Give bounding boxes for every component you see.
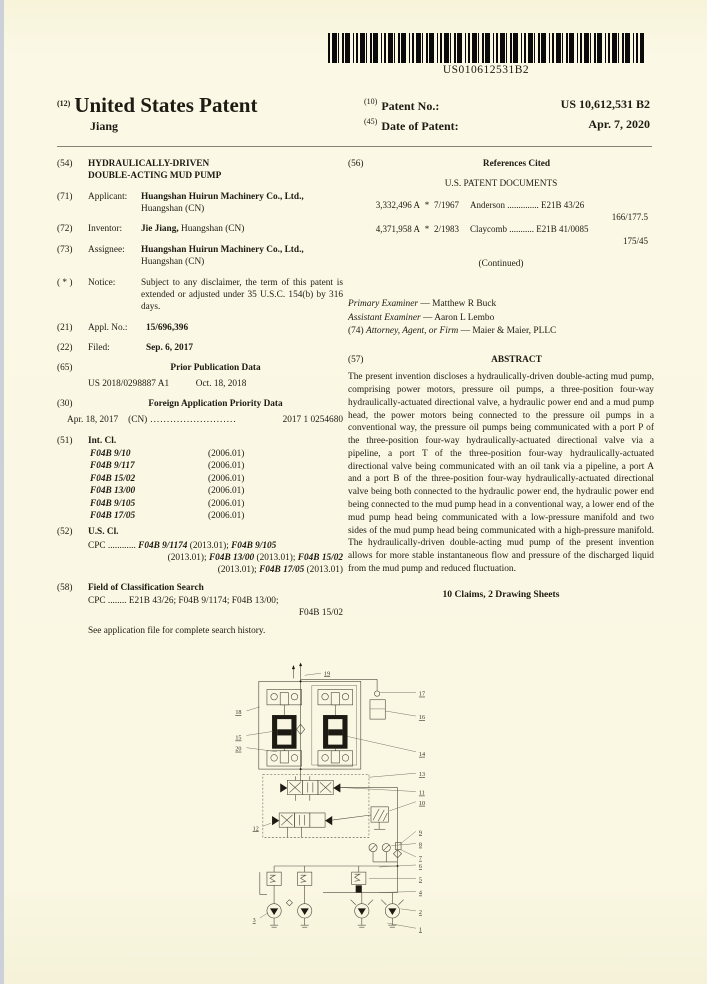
ref-class: E21B 41/0085 [534,223,589,234]
header-divider [57,146,652,147]
pilot-valve-block [332,807,388,829]
field-code: (21) [57,322,73,333]
int-cl-row [88,498,343,510]
cpc-text: (2013.01) [304,565,343,576]
reference-row [348,224,654,236]
dash: — [420,312,435,323]
abstract-text: The present invention discloses a hydraulically-driven double-acting mud pump, comprising power motors, pressure oil pumps, a three-position four-way hydraulically-actuated directional valve, a hydraulic power end and a mud pump head, the power motors being connected to the pressure oil pumps in a conventional way, the pressure oil pumps being communicated with a port P of the three-position four-way hydraulically-actuated directional valve via a pipeline, a port T of the three-position four-way hydraulically-actuated directional valve being communicated with an oil tank via a pipeline, a port A and a port B of the three-position four-way hydraulically-actuated directional valve being both connected to the hydraulic power end, the hydraulic power end being connected to the mud pump head in a conventional way, a lower end of the mud pump head being communicated with a low-pressure manifold and two sides of the mud pump head being communicated with a high-pressure manifold. The hydraulically-driven double-acting mud pump of the present invention allows for more stable instantaneous flow and pressure of the discharged liquid from the mud pump and reduced fluctuation. [348,372,654,574]
patent-number-block [364,97,650,137]
invention-title-line2: DOUBLE-ACTING MUD PUMP [88,171,222,182]
cpc-class: F04B 15/02 [297,552,343,563]
callout-3: 3 [252,918,256,925]
attorney-label: Attorney, Agent, or Firm [365,326,459,337]
ref-number: 3,332,496 A [375,199,420,210]
int-cl-row [88,485,343,497]
accumulator-component [370,691,385,719]
attorney-name: Maier & Maier, PLLC [472,326,557,337]
reference-continuation [348,236,654,248]
ref-star: * [424,223,430,234]
callout-2: 2 [418,909,422,916]
continued-note: (Continued) [478,258,524,269]
appl-no-value: 15/696,396 [146,322,189,333]
field-code: (51) [57,435,73,446]
pump-group-left [260,866,312,927]
cpc-class: F04B 17/05 [259,565,305,576]
us-cl-heading: U.S. Cl. [88,527,119,538]
callout-13: 13 [418,772,426,779]
prior-pub-number: US 2018/0298887 A1 [88,378,170,389]
barcode-block [328,33,644,76]
int-cl-heading: Int. Cl. [88,435,117,446]
callout-17: 17 [418,691,426,698]
callout-19: 19 [324,671,331,678]
field-73-assignee [57,244,343,269]
patent-no-value: US 10,612,531 B2 [560,97,650,111]
assistant-examiner-label: Assistant Examiner [348,312,421,323]
priority-number: 2017 1 0254680 [282,415,343,426]
patent-title-text: United States Patent [74,93,258,117]
abstract-heading: ABSTRACT [491,354,542,365]
left-column [57,158,343,637]
callout-18: 18 [235,710,242,717]
ref-star: * [424,199,430,210]
cpc-text: (2013.01); [217,565,260,576]
int-cl-row [88,510,343,522]
prior-pub-heading: Prior Publication Data [170,363,261,374]
patent-drawing [226,662,466,968]
appl-no-label: Appl. No.: [88,322,128,333]
attorney-line [348,325,654,339]
cpc-text: (2013.01); [254,552,298,563]
field-21-appl-no [57,322,343,334]
ref-number: 4,371,958 A [375,223,420,234]
field-57-abstract [348,354,654,366]
cpc-class: F04B 9/1174 [138,540,188,551]
directional-valve-lower [272,813,332,837]
dash: — [458,326,473,337]
field-code: (30) [57,399,73,410]
pressure-gauges [369,843,401,862]
ref-date: 2/1983 [434,223,460,234]
primary-examiner-line [348,298,654,312]
ref-name: Claycomb [470,223,507,234]
applicant-name: Huangshan Huirun Machinery Co., Ltd., [141,191,304,202]
reference-row [348,200,654,212]
int-cl-class: F04B 13/00 [90,486,136,497]
int-cl-version: (2006.01) [208,473,245,484]
callout-11: 11 [418,790,425,797]
field-56-references [348,158,654,170]
claims-line: 10 Claims, 2 Drawing Sheets [442,588,560,600]
ref-name: Anderson [470,199,505,210]
field-30-foreign-priority [57,398,343,427]
int-cl-class: F04B 17/05 [90,510,136,521]
assignee-label: Assignee: [88,244,125,255]
int-cl-version: (2006.01) [208,510,245,521]
filed-value: Sep. 6, 2017 [146,342,194,353]
barcode-text: US010612531B2 [442,64,530,76]
ref-dots: .............. [505,199,539,210]
prior-pub-date: Oct. 18, 2018 [195,378,247,389]
field-code: (71) [57,191,73,202]
date-value: Apr. 7, 2020 [588,117,650,131]
field-65-prior-publication [57,362,343,390]
field-22-filed [57,342,343,354]
callout-8: 8 [418,842,422,849]
callout-5: 5 [418,877,422,884]
field-notice [57,277,343,314]
int-cl-version: (2006.01) [208,461,245,472]
assistant-examiner-name: Aaron L Lembo [434,312,495,323]
references-heading: References Cited [482,159,551,169]
directional-valve-upper [280,776,340,800]
us-patent-documents-heading: U.S. PATENT DOCUMENTS [444,179,558,190]
dash: — [418,298,433,309]
patent-page [4,0,707,984]
callout-15: 15 [235,735,242,742]
int-cl-class: F04B 15/02 [90,473,136,484]
field-code: (54) [57,159,73,169]
int-cl-version: (2006.01) [208,486,245,497]
callout-9: 9 [418,830,422,837]
priority-date: Apr. 18, 2017 [67,415,119,426]
field-code-10: (10) [364,97,378,106]
foreign-priority-heading: Foreign Application Priority Data [148,399,283,410]
callout-4: 4 [418,890,422,897]
pump-group-right [323,866,404,927]
field-code: (52) [57,527,73,538]
field-code: (22) [57,342,73,353]
assignee-location: Huangshan (CN) [141,257,205,268]
field-code: (58) [57,582,73,593]
field-code: (65) [57,363,73,374]
assistant-examiner-line [348,312,654,326]
ref-date: 7/1967 [434,199,460,210]
field-52-us-cl [57,526,343,576]
int-cl-version: (2006.01) [208,498,245,509]
applicant-label: Applicant: [88,191,128,202]
search-lines [88,595,343,637]
int-cl-class: F04B 9/10 [90,449,131,460]
field-72-inventor [57,223,343,235]
callout-12: 12 [252,826,259,833]
barcode-image [328,33,644,63]
inventor-name: Jie Jiang, [141,224,179,235]
field-71-applicant [57,191,343,216]
examiner-block [348,298,654,339]
field-51-int-cl [57,435,343,523]
callout-14: 14 [418,751,426,758]
patent-title [57,93,257,118]
inventor-label: Inventor: [88,224,123,235]
field-code-74: (74) [348,326,366,337]
cpc-text: (2013.01); [167,552,209,563]
assignee-name: Huangshan Huirun Machinery Co., Ltd., [141,244,304,255]
primary-examiner-name: Matthew R Buck [432,298,497,309]
date-label: Date of Patent: [381,119,459,133]
field-code: (73) [57,244,73,255]
cylinder-assembly-right [318,690,353,767]
inventor-surname: Jiang [90,119,119,133]
int-cl-row [88,473,343,485]
search-line2: F04B 15/02 [298,608,343,619]
field-54-title [57,158,343,183]
priority-country: (CN) [128,415,148,426]
field-code: (57) [348,354,364,365]
field-code: ( * ) [57,277,73,288]
inventor-location: Huangshan (CN) [181,224,245,235]
ref-subclass: 166/177.5 [611,211,648,222]
cpc-class: F04B 13/00 [208,552,255,563]
filed-label: Filed: [88,342,110,353]
prior-pub-line [88,378,343,390]
top-port-arrows [292,663,302,679]
field-code-45: (45) [364,117,378,126]
reference-continuation [348,212,654,224]
callout-6: 6 [418,864,422,871]
int-cl-list [88,448,343,522]
callout-10: 10 [418,800,426,807]
notice-label: Notice: [88,277,116,288]
ref-class: E21B 43/26 [538,199,585,210]
cpc-text: CPC ............ [88,540,139,551]
callout-20: 20 [235,746,242,753]
search-line1: CPC ........ E21B 43/26; F04B 9/1174; F04B 13/00; [88,596,279,607]
us-cl-lines [88,540,343,577]
cylinder-assembly-left [267,690,302,767]
int-cl-class: F04B 9/105 [90,498,136,509]
pilot-circuit-enclosure [263,774,369,837]
ref-subclass: 175/45 [622,235,648,246]
applicant-location: Huangshan (CN) [141,204,205,215]
callout-16: 16 [418,715,426,722]
cpc-text: (2013.01); [187,540,232,551]
int-cl-version: (2006.01) [208,449,245,460]
date-of-patent-row [364,117,650,134]
cpc-class: F04B 9/105 [231,540,277,551]
invention-title-line1: HYDRAULICALLY-DRIVEN [88,159,210,169]
int-cl-row [88,460,343,472]
field-58-classification-search [57,582,343,637]
int-cl-class: F04B 9/117 [90,461,135,472]
int-cl-row [88,448,343,460]
field-code: (72) [57,224,73,235]
field-code-12: (12) [57,99,71,108]
primary-examiner-label: Primary Examiner [348,298,419,309]
priority-dots: .......................... [150,415,237,426]
patent-no-row [364,97,650,114]
foreign-priority-line [67,414,343,426]
right-column [348,158,654,601]
notice-text: Subject to any disclaimer, the term of this patent is extended or adjusted under 35 U.S.C. 154(b) by 316 days. [141,277,343,313]
search-heading: Field of Classification Search [88,582,204,593]
callout-7: 7 [418,855,422,862]
callout-1: 1 [418,927,422,934]
ref-dots: ........... [507,223,534,234]
field-code: (56) [348,159,364,169]
search-note: See application file for complete search history. [88,625,266,636]
patent-no-label: Patent No.: [381,99,440,113]
